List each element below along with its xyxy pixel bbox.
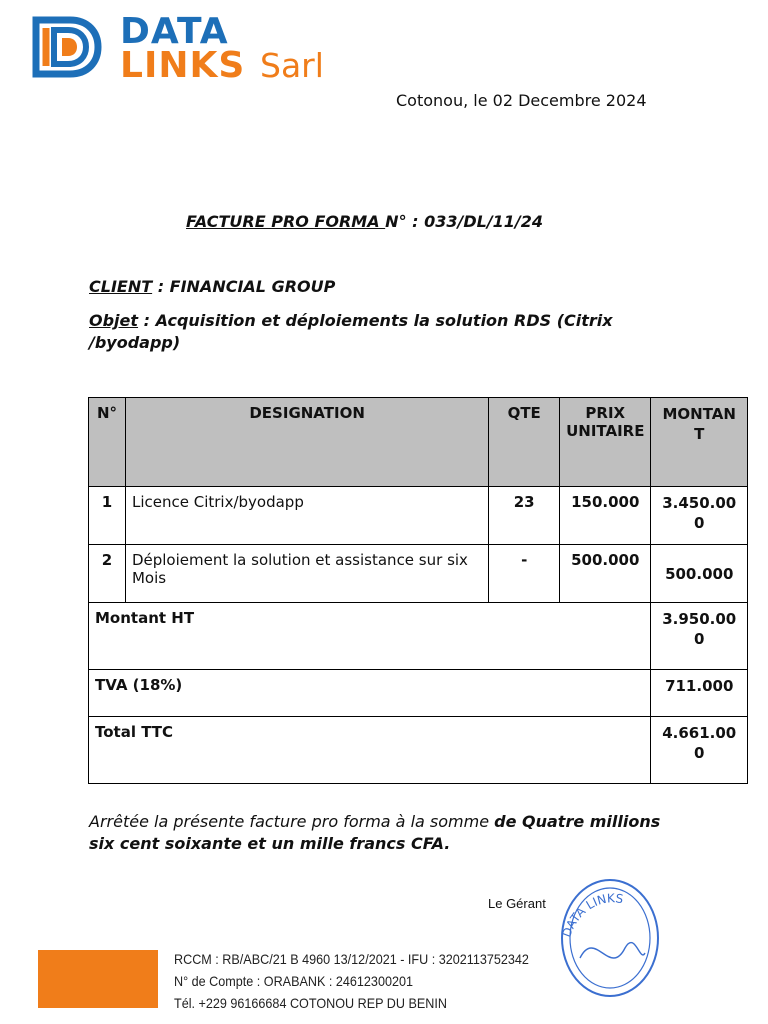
row-no: 2 xyxy=(89,545,126,603)
datalinks-logo-icon xyxy=(30,14,102,80)
total-row-ttc xyxy=(89,717,748,784)
header-designation: DESIGNATION xyxy=(125,398,488,487)
row-prix: 150.000 xyxy=(560,487,651,545)
total-label: TVA (18%) xyxy=(89,670,651,717)
invoice-title-label: FACTURE PRO FORMA xyxy=(186,212,386,231)
row-prix: 500.000 xyxy=(560,545,651,603)
total-value: 3.950.000 xyxy=(651,603,748,670)
footer-legal xyxy=(174,948,529,1014)
client-label: CLIENT xyxy=(89,277,153,296)
table-header-row xyxy=(89,398,748,487)
row-qte: - xyxy=(489,545,560,603)
total-value: 4.661.000 xyxy=(651,717,748,784)
total-label: Montant HT xyxy=(89,603,651,670)
invoice-number: N° : 033/DL/11/24 xyxy=(385,212,544,231)
total-row-ht xyxy=(89,603,748,670)
client-separator: : xyxy=(152,277,170,296)
object-line xyxy=(89,310,649,354)
header-montant: MONTANT xyxy=(651,398,748,487)
total-value: 711.000 xyxy=(651,670,748,717)
footer-line-account: N° de Compte : ORABANK : 24612300201 xyxy=(174,973,413,989)
stamp-text: DATA LINKS xyxy=(559,891,625,940)
client-line xyxy=(89,277,335,296)
footer-orange-bar xyxy=(38,950,158,1008)
table-row xyxy=(89,487,748,545)
row-montant: 3.450.000 xyxy=(651,487,748,545)
logo-word-data: DATA xyxy=(120,11,229,52)
amount-words-prefix: Arrêtée la présente facture pro forma à la somme xyxy=(89,812,495,831)
row-designation: Déploiement la solution et assistance sur six Mois xyxy=(125,545,488,603)
invoice-table xyxy=(88,397,748,784)
object-value: : Acquisition et déploiements la solution RDS (Citrix /byodapp) xyxy=(89,311,613,352)
logo-word-links: LINKS xyxy=(120,45,246,86)
header-no: N° xyxy=(89,398,126,487)
client-name: FINANCIAL GROUP xyxy=(169,277,336,296)
row-qte: 23 xyxy=(489,487,560,545)
invoice-title xyxy=(186,212,543,231)
invoice-date: Cotonou, le 02 Decembre 2024 xyxy=(396,91,647,110)
amount-words-value: de Quatre millions six cent soixante et un mille francs CFA. xyxy=(89,812,661,853)
table-row xyxy=(89,545,748,603)
footer-line-phone: Tél. +229 96166684 COTONOU REP DU BENIN xyxy=(174,995,448,1011)
company-stamp xyxy=(550,868,660,998)
object-label: Objet xyxy=(89,311,139,330)
header-prix-unitaire: PRIX UNITAIRE xyxy=(560,398,651,487)
logo-word-sarl: Sarl xyxy=(260,46,324,85)
svg-text:DATA LINKS xyxy=(559,891,624,939)
row-montant: 500.000 xyxy=(651,545,748,603)
amount-in-words xyxy=(89,811,689,855)
company-logo xyxy=(30,11,350,86)
total-label: Total TTC xyxy=(89,717,651,784)
signatory-role: Le Gérant xyxy=(488,896,546,911)
row-no: 1 xyxy=(89,487,126,545)
row-designation: Licence Citrix/byodapp xyxy=(125,487,488,545)
footer-line-rccm: RCCM : RB/ABC/21 B 4960 13/12/2021 - IFU : 3202113752342 xyxy=(174,951,529,967)
total-row-tva xyxy=(89,670,748,717)
header-qte: QTE xyxy=(489,398,560,487)
